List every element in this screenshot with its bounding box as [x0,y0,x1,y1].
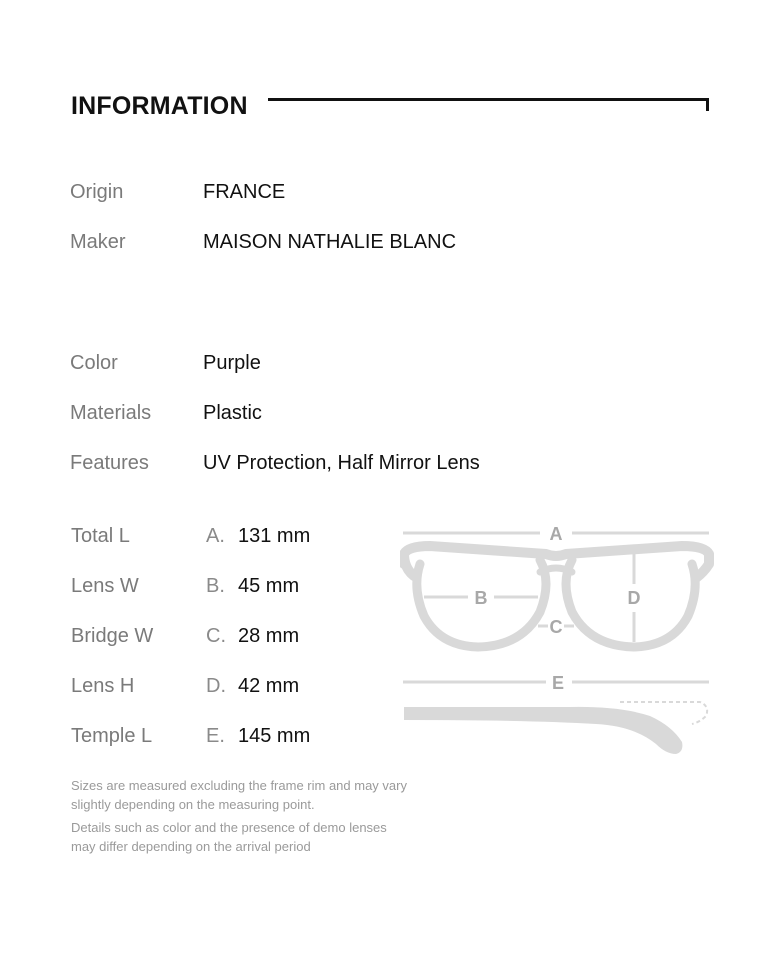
size-value: 28 mm [238,625,300,647]
color-label: Color [70,352,118,374]
glasses-dimension-diagram [400,520,715,765]
maker-value: MAISON NATHALIE BLANC [203,231,457,253]
size-letter: D. [206,675,226,697]
size-label: Bridge W [71,625,154,647]
dimension-letter-d: D [627,588,641,608]
materials-label: Materials [70,402,152,424]
dimension-letter-b: B [474,588,488,608]
size-measurement-note: Sizes are measured excluding the frame rim and may vary slightly depending on the measuring point. [71,778,407,812]
size-value: 45 mm [238,575,300,597]
features-label: Features [70,452,149,474]
materials-value: Plastic [203,402,262,424]
color-value: Purple [203,352,261,374]
size-value: 42 mm [238,675,300,697]
dimension-letter-c: C [549,617,563,637]
size-letter: C. [206,625,226,647]
size-label: Temple L [71,725,153,747]
title-rule [268,98,709,101]
maker-label: Maker [70,231,126,253]
features-value: UV Protection, Half Mirror Lens [203,452,480,474]
size-letter: E. [206,725,225,747]
size-letter: B. [206,575,225,597]
origin-value: FRANCE [203,181,286,203]
size-label: Lens W [71,575,139,597]
size-value: 145 mm [238,725,311,747]
arrival-details-note: Details such as color and the presence of demo lenses may differ depending on the arrival period [71,820,387,854]
size-letter: A. [206,525,225,547]
dimension-letter-e: E [551,673,565,693]
dimension-letter-a: A [549,524,563,544]
title-rule-tick [706,98,709,111]
size-label: Total L [71,525,130,547]
size-label: Lens H [71,675,135,697]
origin-label: Origin [70,181,124,203]
page-title: INFORMATION [71,92,248,120]
size-value: 131 mm [238,525,311,547]
